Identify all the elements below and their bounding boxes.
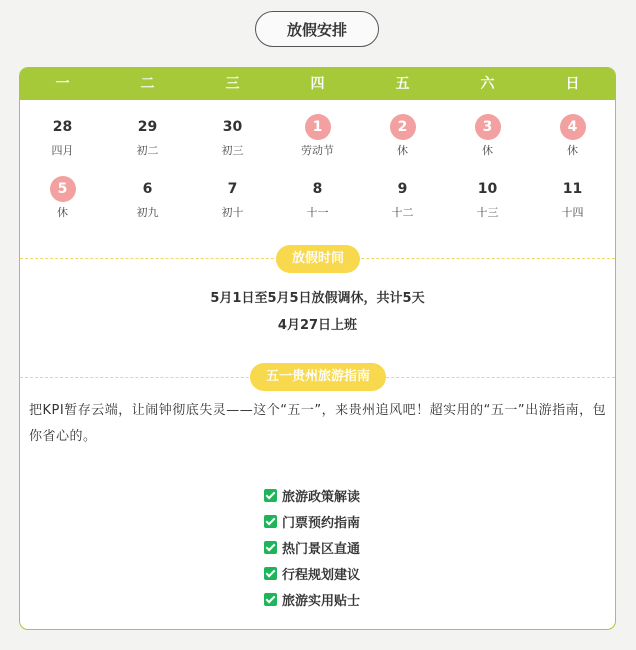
calendar-day [445, 108, 530, 170]
weekday-header [20, 68, 615, 100]
guide-intro-text: 把KPI暂存云端，让闹钟彻底失灵——这个“五一”，来贵州追风吧！超实用的“五一”出游指南，包你省心的。 [29, 403, 607, 444]
day-number: 4 [560, 114, 586, 140]
calendar-day [190, 170, 275, 232]
calendar-day [360, 170, 445, 232]
calendar-day [190, 108, 275, 170]
weekday-sat: 六 [480, 76, 495, 92]
day-number: 7 [227, 181, 238, 197]
calendar-day [530, 108, 615, 170]
calendar-day [105, 108, 190, 170]
day-number: 2 [390, 114, 416, 140]
checklist-item-label: 行程规划建议 [282, 567, 361, 583]
checklist-item[interactable] [264, 534, 360, 560]
day-note: 初三 [221, 144, 244, 157]
holiday-time-badge: 放假时间 [276, 245, 360, 273]
day-number: 5 [50, 176, 76, 202]
day-number: 8 [312, 181, 323, 197]
checklist-item-label: 旅游政策解读 [282, 489, 361, 505]
day-number: 28 [52, 119, 73, 135]
day-note: 休 [482, 144, 493, 157]
checkbox-checked-icon [264, 541, 277, 554]
day-note: 十一 [306, 206, 329, 219]
day-note: 休 [397, 144, 408, 157]
day-number: 9 [397, 181, 408, 197]
calendar-week-2 [20, 170, 615, 232]
calendar-day [275, 170, 360, 232]
day-number: 3 [475, 114, 501, 140]
holiday-calendar-card [19, 67, 616, 630]
day-note: 十三 [476, 206, 499, 219]
day-number: 1 [305, 114, 331, 140]
calendar-day [105, 170, 190, 232]
checklist-item[interactable] [264, 560, 360, 586]
calendar-day [445, 170, 530, 232]
day-number: 11 [562, 181, 583, 197]
day-note: 初二 [136, 144, 159, 157]
checkbox-checked-icon [264, 515, 277, 528]
day-note: 休 [57, 206, 68, 219]
guide-checklist [264, 482, 360, 612]
day-note: 十四 [561, 206, 584, 219]
checkbox-checked-icon [264, 567, 277, 580]
day-note: 劳动节 [301, 144, 334, 157]
day-number: 29 [137, 119, 158, 135]
calendar-day [530, 170, 615, 232]
calendar-day [20, 170, 105, 232]
weekday-mon: 一 [55, 76, 70, 92]
checklist-item[interactable] [264, 508, 360, 534]
day-note: 十二 [391, 206, 414, 219]
day-note: 初九 [136, 206, 159, 219]
calendar-week-1 [20, 108, 615, 170]
checklist-item-label: 热门景区直通 [282, 541, 361, 557]
day-note: 四月 [51, 144, 74, 157]
checklist-item-label: 门票预约指南 [282, 515, 361, 531]
calendar-day [20, 108, 105, 170]
holiday-period-text: 5月1日至5月5日放假调休，共计5天 [210, 291, 425, 306]
checklist-item[interactable] [264, 586, 360, 612]
checkbox-checked-icon [264, 489, 277, 502]
checklist-item[interactable] [264, 482, 360, 508]
checklist-item-label: 旅游实用贴士 [282, 593, 361, 609]
weekday-fri: 五 [395, 76, 410, 92]
page-title-button[interactable]: 放假安排 [255, 11, 379, 47]
guide-badge: 五一贵州旅游指南 [250, 363, 386, 391]
calendar-day [275, 108, 360, 170]
day-number: 10 [477, 181, 498, 197]
day-number: 30 [222, 119, 243, 135]
weekday-sun: 日 [565, 76, 580, 92]
day-number: 6 [142, 181, 153, 197]
weekday-tue: 二 [140, 76, 155, 92]
weekday-thu: 四 [310, 76, 325, 92]
calendar-day [360, 108, 445, 170]
checkbox-checked-icon [264, 593, 277, 606]
weekday-wed: 三 [225, 76, 240, 92]
workday-text: 4月27日上班 [277, 318, 358, 333]
day-note: 休 [567, 144, 578, 157]
day-note: 初十 [221, 206, 244, 219]
